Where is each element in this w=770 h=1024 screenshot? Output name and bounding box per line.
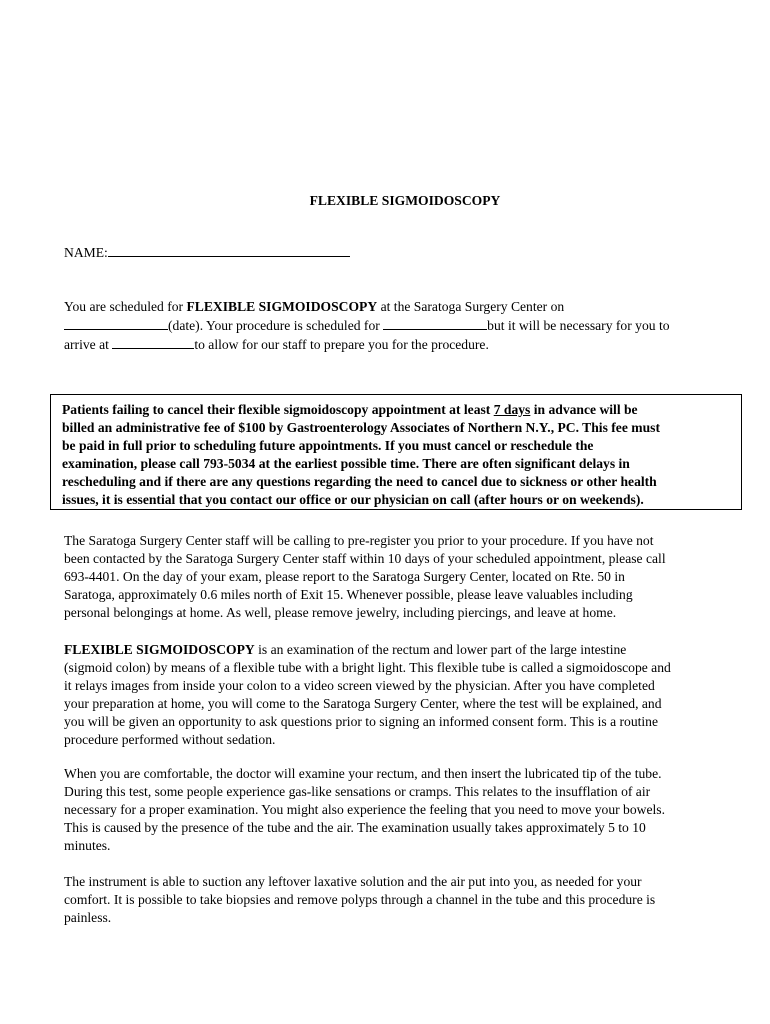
name-blank-line	[108, 243, 350, 257]
definition-paragraph: FLEXIBLE SIGMOIDOSCOPY is an examination of the rectum and lower part of the large intestine (sigmoid colon) by means of a flexible tube with a bright light. This flexible tube is called a sigmoidoscope and it relays images from inside your colon to a video screen viewed by the physician. After you have completed your preparation at home, you will come to the Saratoga Surgery Center, where the test will be explained, and you will be given an opportunity to ask questions prior to signing an informed consent form. This is a routine procedure performed without sedation.	[64, 642, 671, 747]
cancellation-notice: Patients failing to cancel their flexible sigmoidoscopy appointment at least 7 days in advance will be billed an administrative fee of $100 by Gastroenterology Associates of Northern N.Y., PC. This fee must be paid in full prior to scheduling future appointments. If you must cancel or reschedule the examination, please call 793-5034 at the earliest possible time. There are often significant delays in rescheduling and if there are any questions regarding the need to cancel due to sickness or other health issues, it is essential that you contact our office or our physician on call (after hours or on weekends).	[62, 402, 660, 507]
name-field	[64, 243, 350, 262]
arrival-blank-line	[112, 335, 194, 349]
name-label: NAME:	[64, 245, 108, 260]
procedure-name: FLEXIBLE SIGMOIDOSCOPY	[186, 299, 378, 314]
page-title: FLEXIBLE SIGMOIDOSCOPY	[309, 193, 501, 208]
schedule-paragraph: You are scheduled for FLEXIBLE SIGMOIDOSCOPY at the Saratoga Surgery Center on (date). Your procedure is scheduled for but it will be necessary for you to arrive at to allow for our staff to prepare you for the procedure.	[64, 299, 670, 352]
notice-days: 7 days	[493, 402, 531, 417]
definition-term: FLEXIBLE SIGMOIDOSCOPY	[64, 642, 255, 657]
preregister-paragraph: The Saratoga Surgery Center staff will be calling to pre-register you prior to your procedure. If you have not been contacted by the Saratoga Surgery Center staff within 10 days of your scheduled appointment, please call 693-4401. On the day of your exam, please report to the Saratoga Surgery Center, located on Rte. 50 in Saratoga, approximately 0.6 miles north of Exit 15. Whenever possible, please leave valuables including personal belongings at home. As well, please remove jewelry, including piercings, and leave at home.	[64, 533, 666, 620]
exam-paragraph: When you are comfortable, the doctor will examine your rectum, and then insert the lubricated tip of the tube. During this test, some people experience gas-like sensations or cramps. This relates to the insufflation of air necessary for a proper examination. You might also experience the feeling that you need to move your bowels. This is caused by the presence of the tube and the air. The examination usually takes approximately 5 to 10 minutes.	[64, 766, 665, 853]
instrument-paragraph: The instrument is able to suction any leftover laxative solution and the air put into you, as needed for your comfort. It is possible to take biopsies and remove polyps through a channel in the tube and this procedure is painless.	[64, 874, 656, 925]
time-blank-line	[383, 316, 487, 330]
date-blank-line	[64, 316, 168, 330]
